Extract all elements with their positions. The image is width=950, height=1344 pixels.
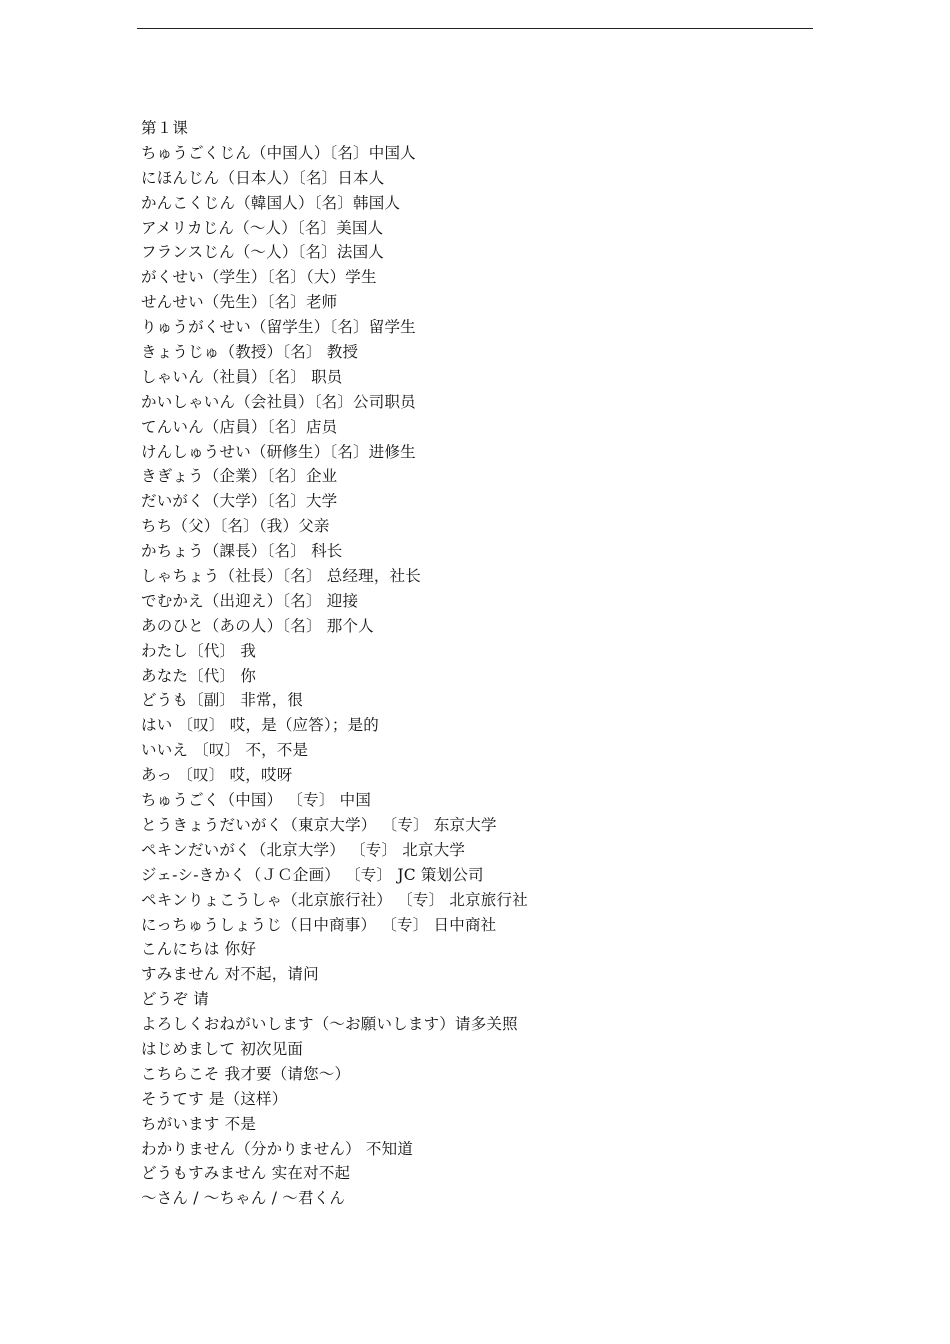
vocab-line: かいしゃいん（会社員）〔名〕公司职员 bbox=[141, 392, 416, 411]
vocab-line: どうも〔副〕 非常，很 bbox=[141, 691, 304, 710]
phrase-line: よろしくおねがいします（～お願いします）请多关照 bbox=[141, 1015, 518, 1034]
phrase-line: ちがいます 不是 bbox=[141, 1114, 257, 1133]
phrase-line: どうもすみません 实在对不起 bbox=[141, 1164, 351, 1183]
vocab-line: しゃちょう（社長）〔名〕 总经理，社长 bbox=[141, 567, 421, 586]
vocab-line: フランスじん（～人）〔名〕法国人 bbox=[141, 243, 384, 262]
vocab-line: とうきょうだいがく（東京大学） 〔专〕 东京大学 bbox=[141, 815, 497, 834]
phrase-line: すみません 对不起，请问 bbox=[141, 965, 319, 984]
vocab-line: アメリカじん（～人）〔名〕美国人 bbox=[141, 218, 384, 237]
phrase-line: はじめまして 初次见面 bbox=[141, 1039, 304, 1058]
vocab-line: かちょう（課長）〔名〕 科长 bbox=[141, 542, 343, 561]
vocab-line: ちゅうごく（中国） 〔专〕 中国 bbox=[141, 791, 372, 810]
vocab-line: にほんじん（日本人）〔名〕日本人 bbox=[141, 168, 385, 187]
vocab-line: てんいん（店員）〔名〕店员 bbox=[141, 417, 338, 436]
vocab-line: あなた〔代〕 你 bbox=[141, 666, 257, 685]
vocab-line: わたし〔代〕 我 bbox=[141, 641, 257, 660]
vocab-line: だいがく（大学）〔名〕大学 bbox=[141, 492, 338, 511]
phrase-line: そうてす 是（这样） bbox=[141, 1089, 288, 1108]
vocab-line: ペキンだいがく（北京大学） 〔专〕 北京大学 bbox=[141, 840, 466, 859]
phrase-line: ～さん / ～ちゃん / ～君くん bbox=[141, 1189, 346, 1208]
vocab-line: りゅうがくせい（留学生）〔名〕留学生 bbox=[141, 318, 416, 337]
vocabulary-list bbox=[141, 116, 801, 1211]
phrase-line: わかりません（分かりません） 不知道 bbox=[141, 1139, 414, 1158]
phrase-line: こんにちは 你好 bbox=[141, 940, 257, 959]
phrase-line: どうぞ 请 bbox=[141, 990, 209, 1009]
vocab-line: かんこくじん（韓国人）〔名〕韩国人 bbox=[141, 193, 401, 212]
vocab-line: せんせい（先生）〔名〕老师 bbox=[141, 293, 338, 312]
vocab-line: ちち（父）〔名〕（我）父亲 bbox=[141, 517, 330, 536]
lesson-title: 第１课 bbox=[141, 119, 189, 137]
header-rule bbox=[137, 28, 813, 29]
vocab-line: きょうじゅ（教授）〔名〕 教授 bbox=[141, 343, 359, 362]
vocab-line: はい 〔叹〕 哎，是（应答）；是的 bbox=[141, 716, 380, 735]
vocab-line: あのひと（あの人）〔名〕 那个人 bbox=[141, 616, 374, 635]
phrase-line: こちらこそ 我才要（请您～） bbox=[141, 1064, 351, 1083]
vocab-line: いいえ 〔叹〕 不，不是 bbox=[141, 741, 309, 760]
vocab-line: ペキンりょこうしゃ（北京旅行社） 〔专〕 北京旅行社 bbox=[141, 890, 528, 909]
vocab-line: にっちゅうしょうじ（日中商事） 〔专〕 日中商社 bbox=[141, 915, 497, 934]
vocab-line: ちゅうごくじん（中国人）〔名〕中国人 bbox=[141, 143, 416, 162]
vocab-line: あっ 〔叹〕 哎，哎呀 bbox=[141, 766, 293, 785]
vocab-line: でむかえ（出迎え）〔名〕 迎接 bbox=[141, 591, 359, 610]
vocab-line: がくせい（学生）〔名〕（大）学生 bbox=[141, 268, 377, 287]
vocab-line: けんしゅうせい（研修生）〔名〕进修生 bbox=[141, 442, 416, 461]
vocab-line: きぎょう（企業）〔名〕企业 bbox=[141, 467, 338, 486]
vocab-line: しゃいん（社員）〔名〕 职员 bbox=[141, 367, 343, 386]
vocab-line: ジェ-シ-きかく（ＪＣ企画） 〔专〕 JC 策划公司 bbox=[141, 865, 484, 884]
